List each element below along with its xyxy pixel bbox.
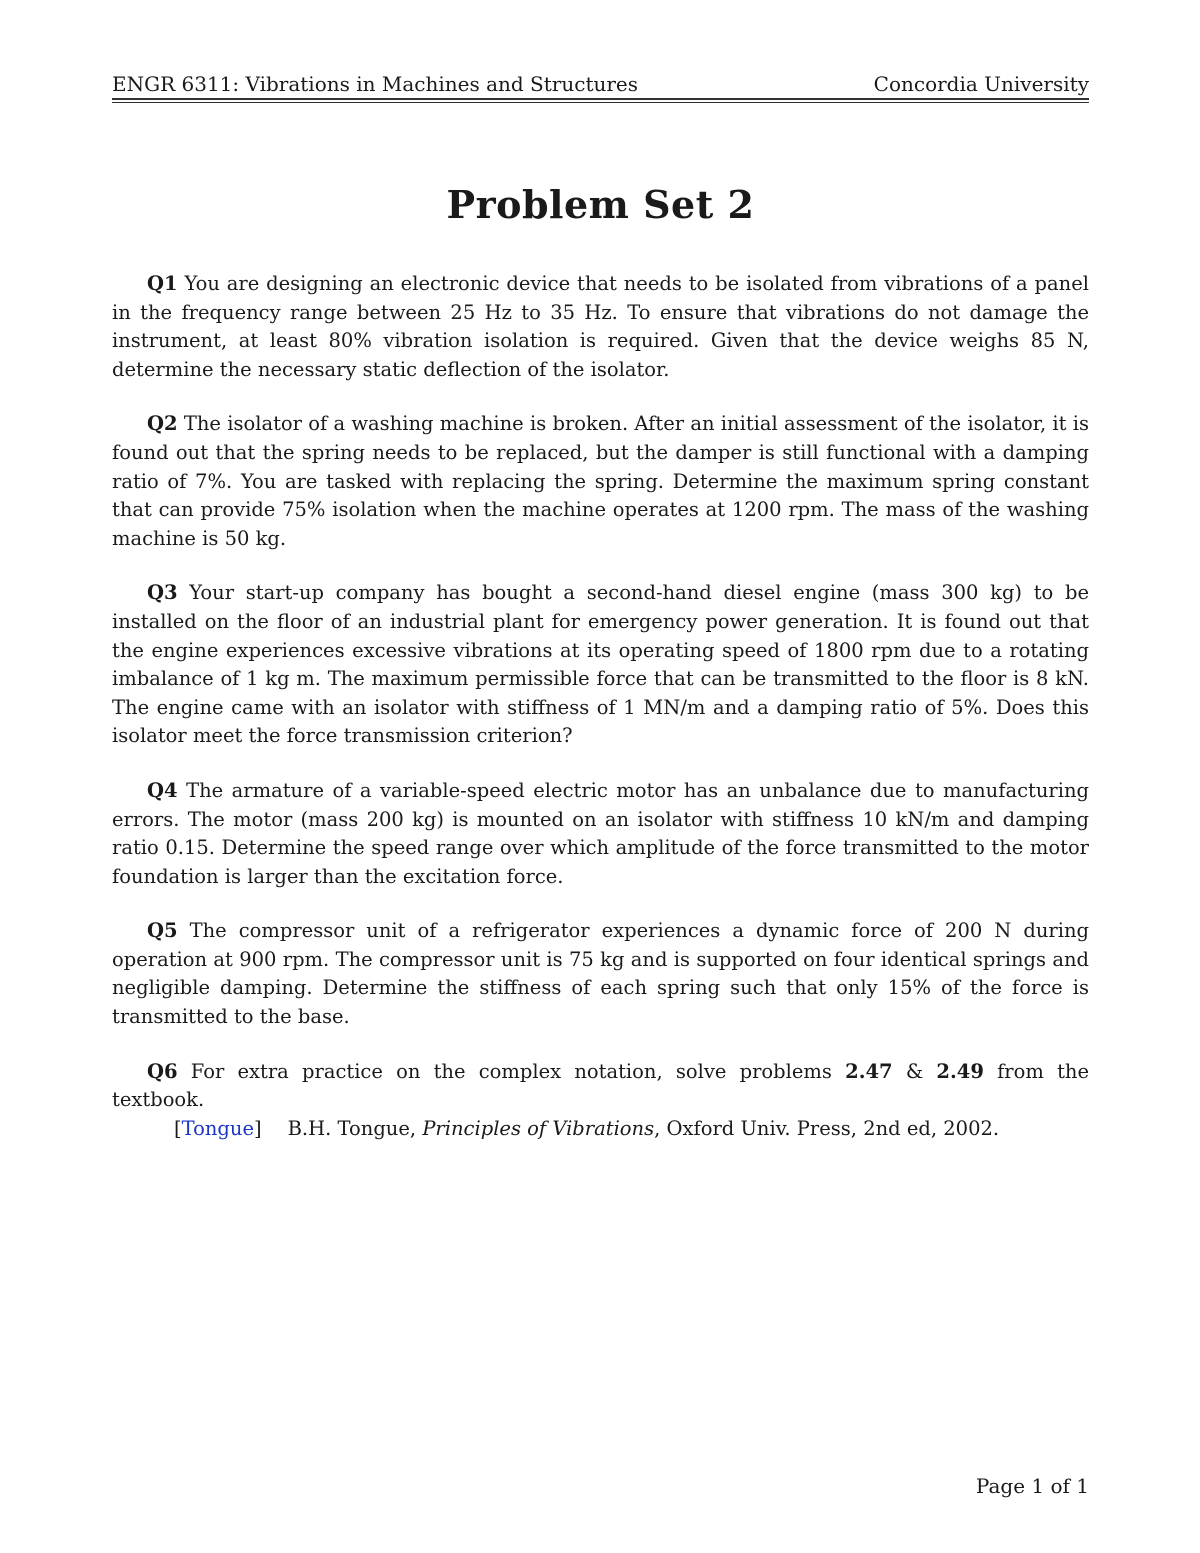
course-title: ENGR 6311: Vibrations in Machines and Structures <box>112 72 639 96</box>
question-text: You are designing an electronic device that needs to be isolated from vibrations of a panel in the frequency range between 25 Hz to 35 Hz. To ensure that vibrations do not damage the instrument, at least 80% vibration isolation is required. Given that the device weighs 85 N, determine the necessary static deflection of the isolator. <box>112 272 1089 381</box>
header-rule-thick <box>112 98 1089 100</box>
reference-entry <box>112 1114 1089 1144</box>
question-4 <box>112 777 1089 891</box>
reference-book-title: Principles of Vibrations <box>422 1117 655 1140</box>
reference-publisher: , Oxford Univ. Press, 2nd ed, 2002. <box>654 1117 1000 1140</box>
page-number: Page 1 of 1 <box>975 1474 1089 1498</box>
reference-key-link[interactable]: Tongue <box>181 1117 254 1140</box>
page-title: Problem Set 2 <box>446 182 755 227</box>
question-label: Q5 <box>147 919 178 943</box>
question-label: Q6 <box>147 1059 178 1083</box>
question-5 <box>112 917 1089 1031</box>
reference-author: B.H. Tongue, <box>287 1117 417 1140</box>
question-text: For extra practice on the complex notation, solve problems <box>190 1059 832 1083</box>
question-label: Q1 <box>147 272 178 295</box>
question-2 <box>112 410 1089 553</box>
question-text: The armature of a variable-speed electric motor has an unbalance due to manufacturing errors. The motor (mass 200 kg) is mounted on an isolator with stiffness 10 kN/m and damping ratio 0.15. Determine the speed range over which amplitude of the force transmitted to the motor foundation is larger than the excitation force. <box>112 778 1090 888</box>
question-6 <box>112 1058 1089 1115</box>
problem-connector: & <box>905 1059 924 1083</box>
page-header <box>112 70 1089 100</box>
questions-list <box>112 270 1089 1115</box>
problem-number: 2.49 <box>936 1059 984 1083</box>
question-label: Q3 <box>147 581 178 605</box>
question-1 <box>112 270 1089 384</box>
question-label: Q4 <box>147 778 178 802</box>
problem-number: 2.47 <box>845 1059 893 1083</box>
question-text: The compressor unit of a refrigerator experiences a dynamic force of 200 N during operation at 900 rpm. The compressor unit is 75 kg and is supported on four identical springs and negligible damping. Determine the stiffness of each spring such that only 15% of the force is transmitted to the base. <box>112 919 1089 1029</box>
question-text: Your start-up company has bought a second-hand diesel engine (mass 300 kg) to be installed on the floor of an industrial plant for emergency power generation. It is found out that the engine experiences excessive vibrations at its operating speed of 1800 rpm due to a rotating imbalance of 1 kg m. The maximum permissible force that can be transmitted to the floor is 8 kN. The engine came with an isolator with stiffness of 1 MN/m and a damping ratio of 5%. Does this isolator meet the force transmission criterion? <box>112 581 1089 748</box>
question-3 <box>112 579 1089 751</box>
university-name: Concordia University <box>873 72 1089 96</box>
question-label: Q2 <box>147 412 178 436</box>
question-text-end: from the textbook. <box>112 1059 1089 1112</box>
header-rule-thin <box>112 102 1089 103</box>
question-text: The isolator of a washing machine is broken. After an initial assessment of the isolator, it is found out that the spring needs to be replaced, but the damper is still functional with a damping ratio of 7%. You are tasked with replacing the spring. Determine the maximum spring constant that can provide 75% isolation when the machine operates at 1200 rpm. The mass of the washing machine is 50 kg. <box>112 412 1089 550</box>
reference-key-wrap: [Tongue] <box>174 1117 262 1140</box>
